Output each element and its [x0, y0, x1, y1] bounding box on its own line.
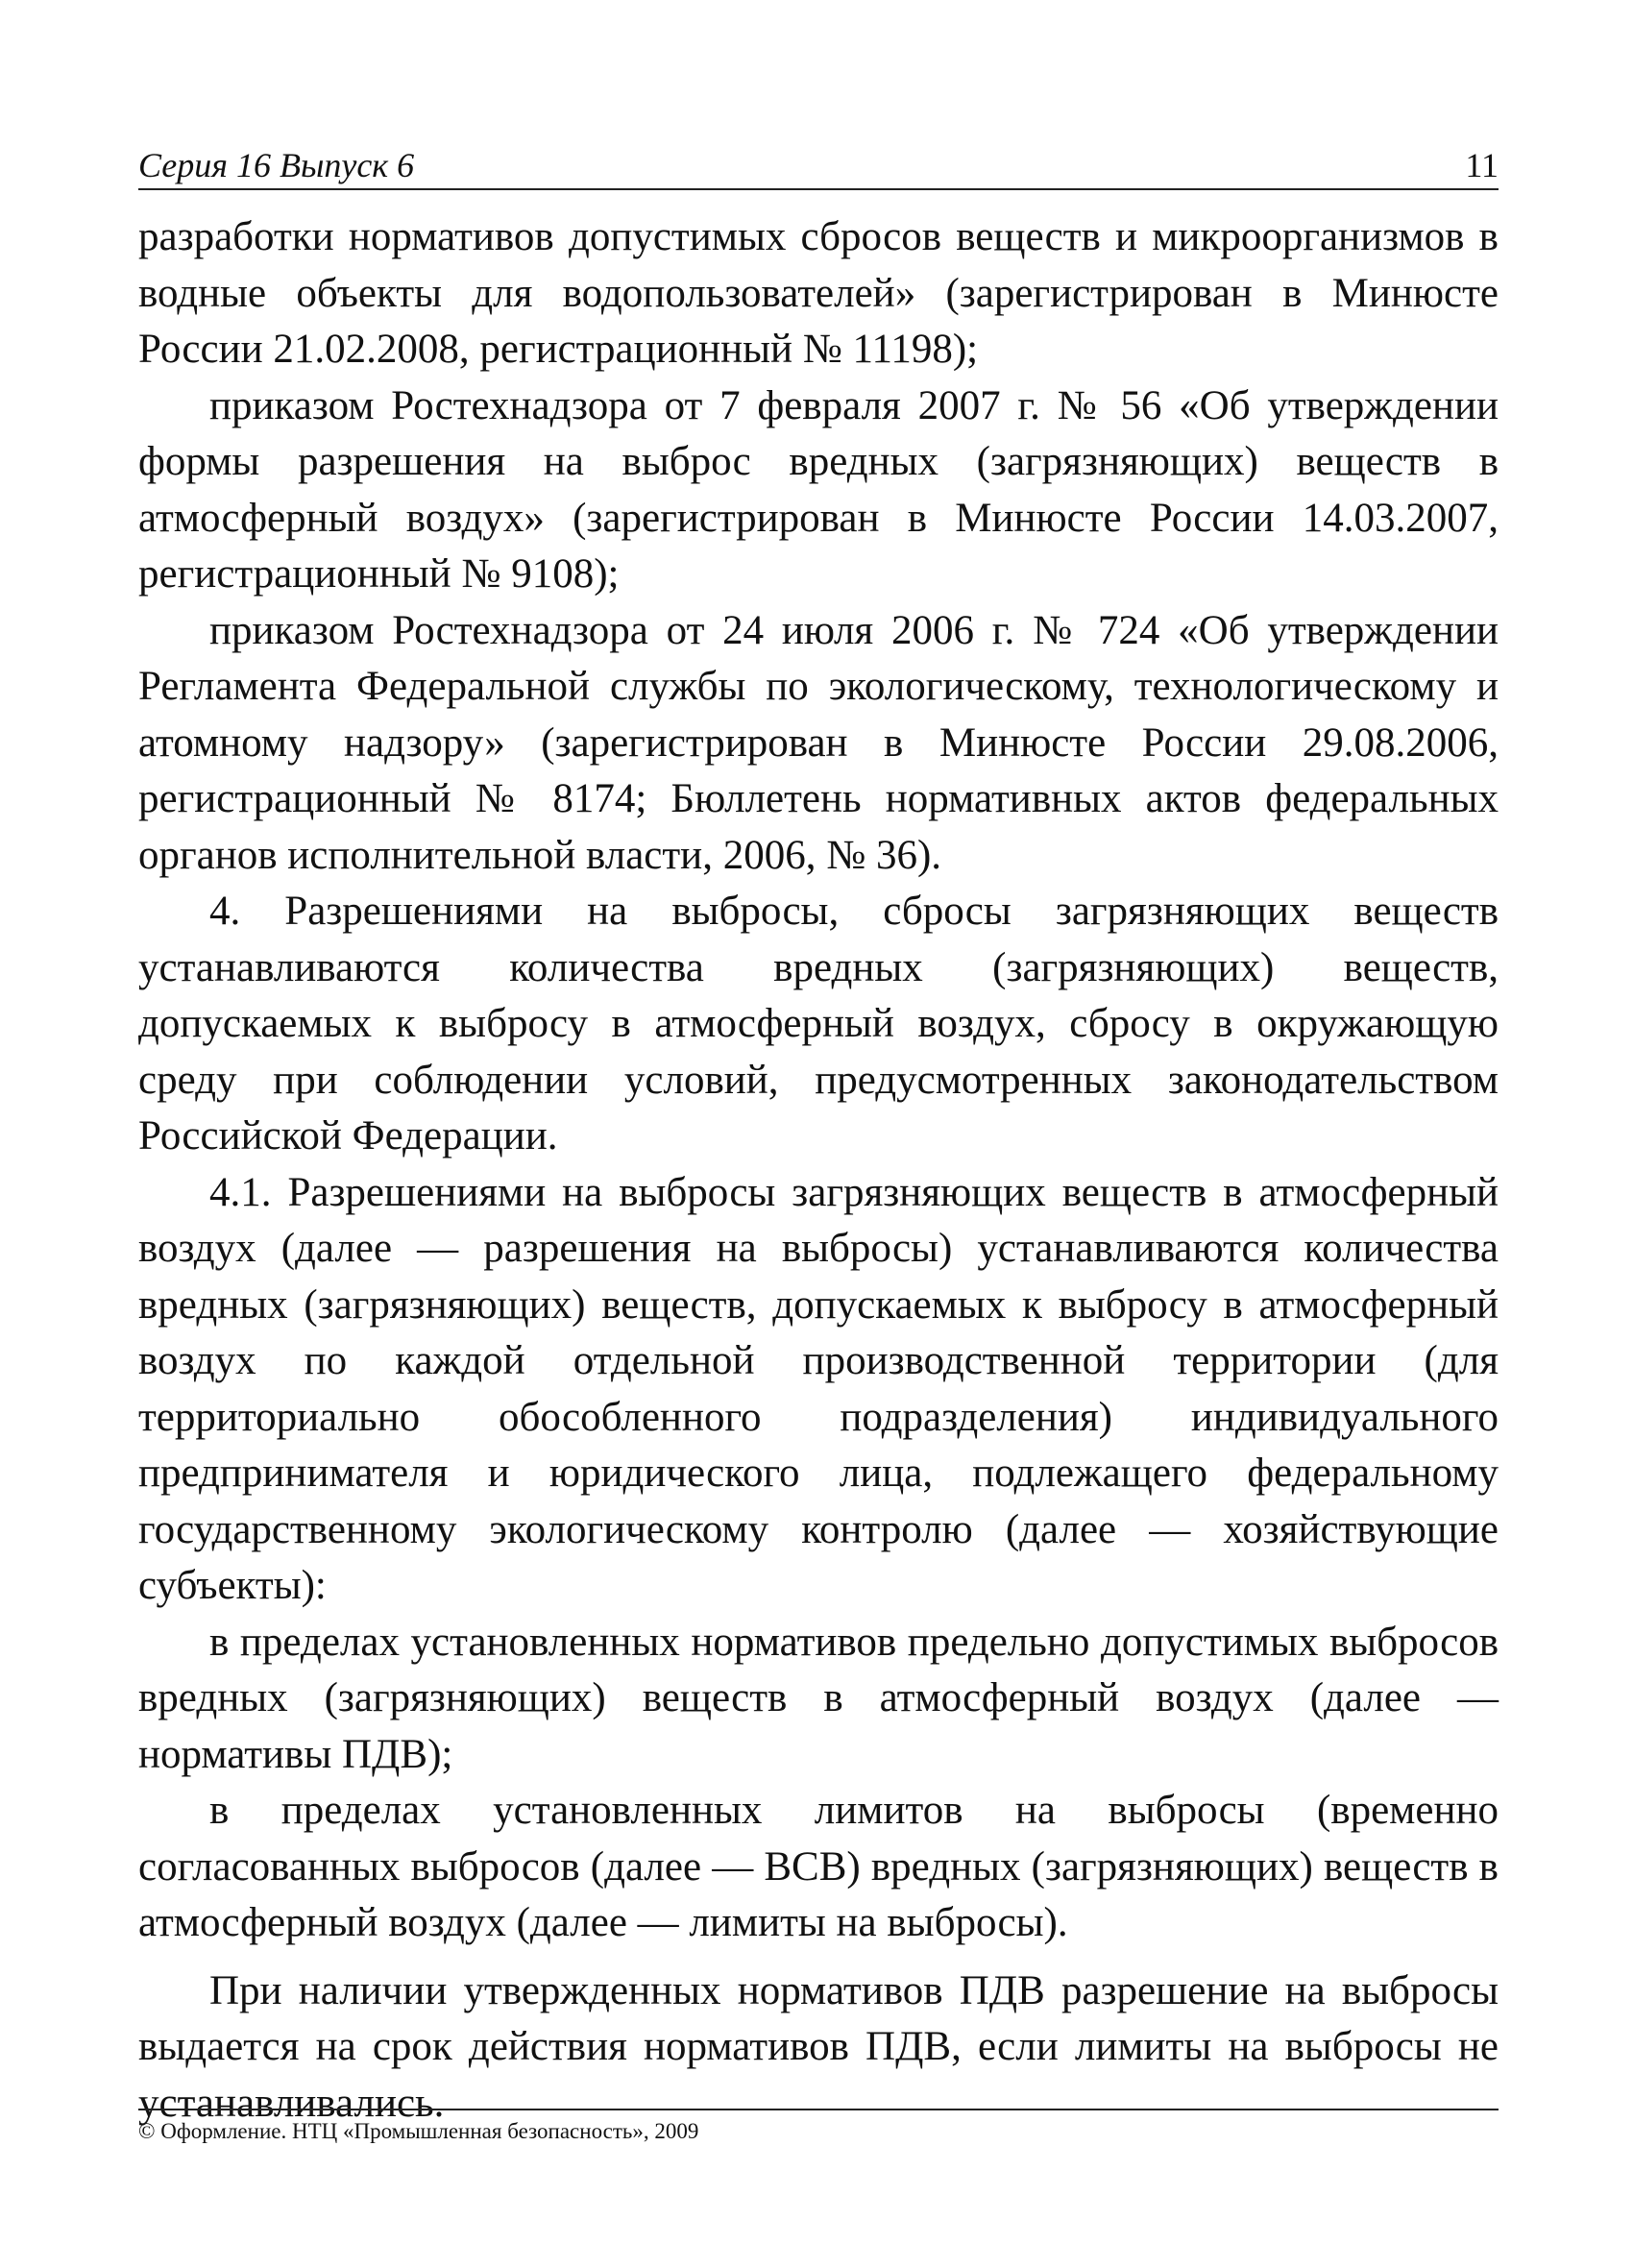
series-title: Серия 16 Выпуск 6 [138, 146, 415, 184]
paragraph-continuation: разработки нормативов допустимых сбросов веществ и микроорганизмов в водные объекты для водопользователей» (зарегистрирован в Минюсте России 21.02.2008, регистрационный № 11198); [138, 214, 1499, 372]
footer-divider [138, 2109, 1499, 2110]
paragraph-pdv-limits: в пределах установленных нормативов предельно допустимых выбросов вредных (загрязняющих) веществ в атмосферный воздух (далее — нормативы ПДВ); [138, 1619, 1499, 1777]
paragraph-section-4-1: 4.1. Разрешениями на выбросы загрязняющих веществ в атмосферный воздух (далее — разрешения на выбросы) устанавливаются количества вредных (загрязняющих) веществ, допускаемых к выбросу в атмосферный воздух по каждой отдельной производственной территории (для территориально обособленного подразделения) индивидуального предпринимателя и юридического лица, подлежащего федеральному государственному экологическому контролю (далее — хозяйствующие субъекты): [138, 1169, 1499, 1608]
footer-copyright: © Оформление. НТЦ «Промышленная безопасность», 2009 [138, 2119, 699, 2143]
paragraph-order-56: приказом Ростехнадзора от 7 февраля 2007 г. № 56 «Об утверждении формы разрешения на выброс вредных (загрязняющих) веществ в атмосферный воздух» (зарегистрирован в Минюсте России 14.03.2007, регистрационный № 9108); [138, 382, 1499, 597]
page-number: 11 [1465, 146, 1499, 184]
body-text [138, 209, 1499, 2132]
paragraph-permit-term: При наличии утвержденных нормативов ПДВ разрешение на выбросы выдается на срок действия нормативов ПДВ, если лимиты на выбросы не устанавливались. [138, 1967, 1499, 2126]
paragraph-section-4: 4. Разрешениями на выбросы, сбросы загрязняющих веществ устанавливаются количества вредных (загрязняющих) веществ, допускаемых к выбросу в атмосферный воздух, сбросу в окружающую среду при соблюдении условий, предусмотренных законодательством Российской Федерации. [138, 889, 1499, 1158]
paragraph-order-724: приказом Ростехнадзора от 24 июля 2006 г. № 724 «Об утверждении Регламента Федеральной службы по экологическому, технологическому и атомному надзору» (зарегистрирован в Минюсте России 29.08.2006, регистрационный № 8174; Бюллетень нормативных актов федеральных органов исполнительной власти, 2006, № 36). [138, 607, 1499, 878]
paragraph-vsv-limits: в пределах установленных лимитов на выбросы (временно согласованных выбросов (далее — ВСВ) вредных (загрязняющих) веществ в атмосферный воздух (далее — лимиты на выбросы). [138, 1788, 1499, 1945]
running-header [138, 144, 1499, 190]
